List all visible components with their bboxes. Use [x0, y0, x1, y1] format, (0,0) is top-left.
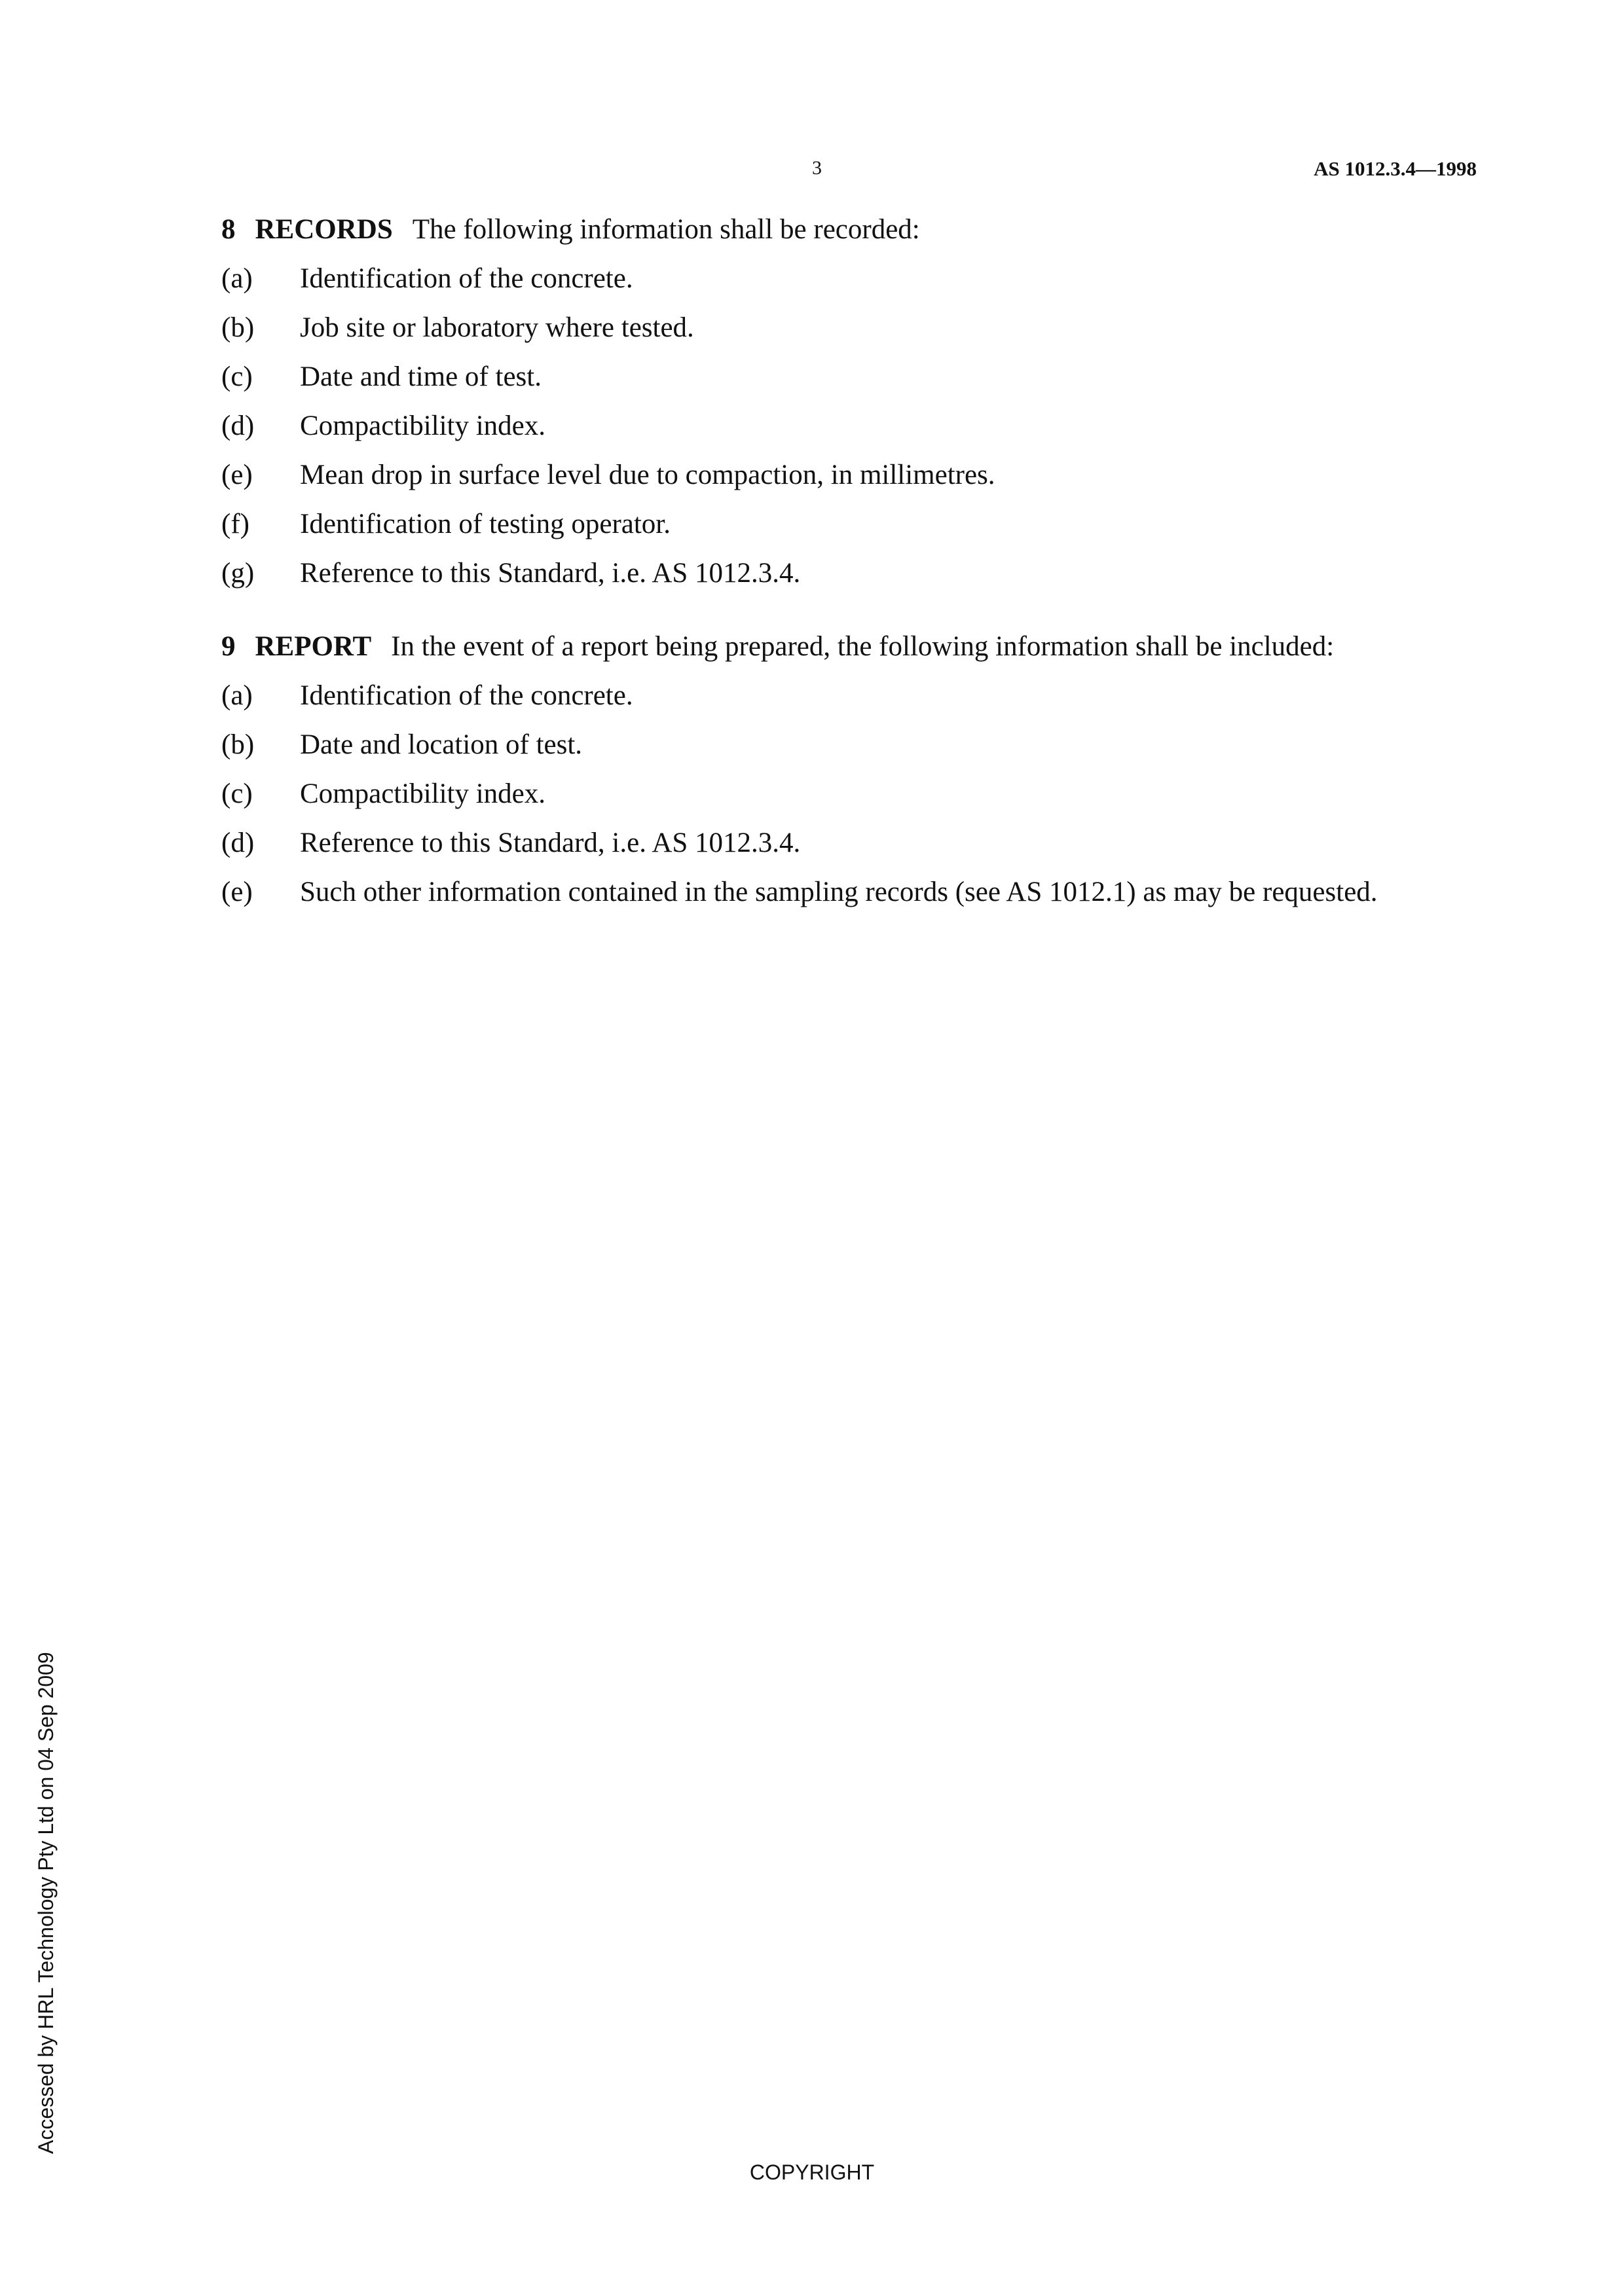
page-number: 3: [812, 157, 822, 179]
item-text: Identification of testing operator.: [300, 509, 671, 539]
clause-intro: The following information shall be recorded:: [412, 214, 920, 245]
list-item: [221, 262, 1410, 296]
item-text: Identification of the concrete.: [300, 263, 633, 294]
item-label: (b): [221, 312, 255, 343]
item-label: (e): [221, 877, 253, 907]
list-item: [221, 728, 1410, 762]
item-label: (d): [221, 410, 255, 441]
list-item: [221, 409, 1410, 443]
item-text: Reference to this Standard, i.e. AS 1012.3.4.: [300, 558, 801, 589]
clause-records: [221, 213, 1410, 591]
item-text: Reference to this Standard, i.e. AS 1012.3.4.: [300, 828, 801, 858]
list-item: [221, 777, 1410, 811]
list-item: [221, 507, 1410, 541]
clause-title: REPORT: [255, 631, 372, 662]
clause-heading: [221, 630, 1410, 664]
clause-report: [221, 630, 1410, 909]
list-item: [221, 360, 1410, 394]
clause-intro: In the event of a report being prepared, the following information shall be included:: [391, 631, 1335, 662]
copyright-footer: COPYRIGHT: [749, 2160, 875, 2184]
item-label: (f): [221, 509, 249, 539]
item-text: Compactibility index.: [300, 410, 546, 441]
item-text: Job site or laboratory where tested.: [300, 312, 694, 343]
item-text: Date and time of test.: [300, 361, 542, 392]
document-body: [221, 213, 1410, 924]
list-item: [221, 556, 1410, 591]
item-label: (c): [221, 778, 253, 809]
records-list: [221, 262, 1410, 591]
item-label: (c): [221, 361, 253, 392]
item-label: (a): [221, 680, 253, 711]
list-item: [221, 458, 1410, 492]
access-watermark: Accessed by HRL Technology Pty Ltd on 04 Sep 2009: [34, 1652, 58, 2154]
item-text: Mean drop in surface level due to compaction, in millimetres.: [300, 460, 995, 490]
clause-title: RECORDS: [255, 214, 393, 245]
item-label: (a): [221, 263, 253, 294]
item-text: Compactibility index.: [300, 778, 546, 809]
clause-number: 9: [221, 631, 236, 662]
item-text: Identification of the concrete.: [300, 680, 633, 711]
list-item: [221, 826, 1410, 860]
item-label: (d): [221, 828, 255, 858]
list-item: [221, 875, 1410, 909]
standard-designation: AS 1012.3.4—1998: [1314, 157, 1477, 180]
clause-heading: [221, 213, 1410, 247]
item-label: (b): [221, 729, 255, 760]
report-list: [221, 679, 1410, 909]
item-text: Such other information contained in the sampling records (see AS 1012.1) as may be requested.: [300, 877, 1378, 907]
list-item: [221, 311, 1410, 345]
item-text: Date and location of test.: [300, 729, 583, 760]
list-item: [221, 679, 1410, 713]
item-label: (g): [221, 558, 255, 589]
clause-number: 8: [221, 214, 236, 245]
item-label: (e): [221, 460, 253, 490]
